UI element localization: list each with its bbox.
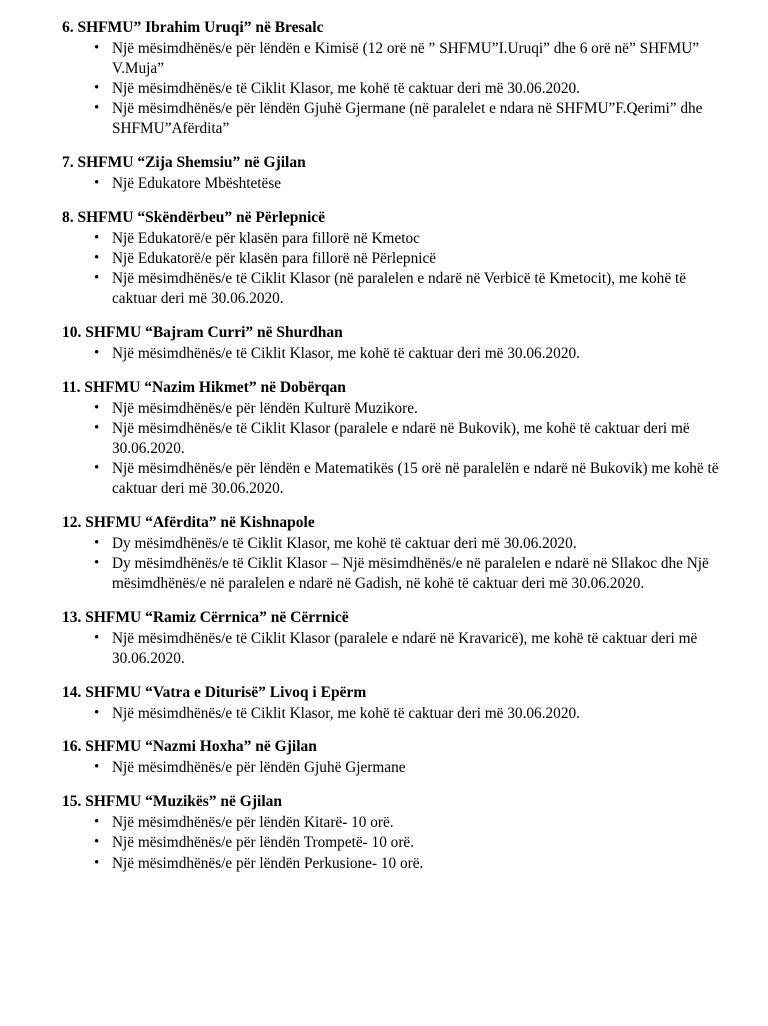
list-item-text: Një Edukatorë/e për klasën para fillorë në Përlepnicë	[112, 250, 437, 268]
list-item-text: Një mësimdhënës/e të Ciklit Klasor, me kohë të caktuar deri më 30.06.2020.	[112, 345, 580, 363]
school-section	[62, 18, 720, 139]
bullet-icon: •	[94, 399, 100, 416]
bullet-icon: •	[94, 420, 100, 437]
school-section	[62, 153, 720, 194]
section-heading: 14. SHFMU “Vatra e Diturisë” Livoq i Epërm	[62, 683, 367, 701]
bullet-icon: •	[94, 813, 100, 830]
section-heading: 11. SHFMU “Nazim Hikmet” në Dobërqan	[62, 378, 346, 396]
list-item-text: Një mësimdhënës/e për lëndën e Kimisë (12 orë në ” SHFMU”I.Uruqi” dhe 6 orë në” SHFMU” V.Muja”	[112, 39, 700, 77]
bullet-icon: •	[94, 555, 100, 572]
bullet-icon: •	[94, 100, 100, 117]
list-item-text: Një Edukatorë/e për klasën para fillorë në Kmetoc	[112, 229, 420, 247]
vacancy-list	[62, 399, 720, 499]
bullet-icon: •	[94, 534, 100, 551]
vacancy-list	[62, 629, 720, 669]
list-item	[62, 813, 720, 833]
vacancy-list	[62, 229, 720, 310]
vacancy-list	[62, 758, 720, 778]
list-item-text: Një mësimdhënës/e për lëndën Trompetë- 10 orë.	[112, 834, 415, 852]
list-item	[62, 459, 720, 499]
vacancy-list	[62, 344, 720, 364]
vacancy-list	[62, 39, 720, 139]
school-section	[62, 792, 720, 873]
section-heading: 15. SHFMU “Muzikës” në Gjilan	[62, 793, 283, 811]
list-item-text: Një mësimdhënës/e për lëndën Gjuhë Gjermane (në paralelet e ndara në SHFMU”F.Qerimi” dhe SHFMU”Afërdita”	[112, 100, 703, 138]
list-item-text: Një Edukatore Mbështetëse	[112, 175, 282, 193]
bullet-icon: •	[94, 250, 100, 267]
section-heading: 16. SHFMU “Nazmi Hoxha” në Gjilan	[62, 738, 317, 756]
list-item-text: Një mësimdhënës/e për lëndën Kulturë Muzikore.	[112, 399, 418, 417]
list-item	[62, 79, 720, 99]
school-section	[62, 513, 720, 594]
school-section	[62, 737, 720, 778]
list-item	[62, 854, 720, 874]
list-item	[62, 99, 720, 139]
list-item	[62, 419, 720, 459]
list-item-text: Një mësimdhënës/e të Ciklit Klasor (paralele e ndarë në Kravaricë), me kohë të caktuar deri më 30.06.2020.	[112, 629, 698, 667]
bullet-icon: •	[94, 345, 100, 362]
section-heading: 10. SHFMU “Bajram Curri” në Shurdhan	[62, 324, 343, 342]
bullet-icon: •	[94, 229, 100, 246]
list-item-text: Një mësimdhënës/e të Ciklit Klasor, me kohë të caktuar deri më 30.06.2020.	[112, 704, 580, 722]
section-heading: 13. SHFMU “Ramiz Cërrnica” në Cërrnicë	[62, 609, 349, 627]
section-heading: 6. SHFMU” Ibrahim Uruqi” në Bresalc	[62, 19, 324, 36]
list-item	[62, 229, 720, 249]
bullet-icon: •	[94, 80, 100, 97]
list-item	[62, 174, 720, 194]
list-item-text: Dy mësimdhënës/e të Ciklit Klasor, me kohë të caktuar deri më 30.06.2020.	[112, 534, 577, 552]
list-item-text: Një mësimdhënës/e për lëndën Gjuhë Gjermane	[112, 759, 406, 777]
list-item-text: Një mësimdhënës/e të Ciklit Klasor (paralele e ndarë në Bukovik), me kohë të caktuar deri më 30.06.2020.	[112, 420, 690, 458]
list-item	[62, 399, 720, 419]
list-item-text: Një mësimdhënës/e të Ciklit Klasor (në paralelen e ndarë në Verbicë të Kmetocit), me kohë të caktuar deri më 30.06.2020.	[112, 270, 686, 308]
list-item	[62, 554, 720, 594]
bullet-icon: •	[94, 704, 100, 721]
list-item-text: Dy mësimdhënës/e të Ciklit Klasor – Një mësimdhënës/e në paralelen e ndarë në Sllakoc dhe Një mësimdhënës/e në paralelen e ndarë në Gadish, në kohë të caktuar deri më 30.06.2020.	[112, 555, 709, 593]
bullet-icon: •	[94, 629, 100, 646]
list-item-text: Një mësimdhënës/e të Ciklit Klasor, me kohë të caktuar deri më 30.06.2020.	[112, 80, 580, 98]
list-item	[62, 758, 720, 778]
school-section	[62, 378, 720, 499]
list-item	[62, 344, 720, 364]
bullet-icon: •	[94, 460, 100, 477]
bullet-icon: •	[94, 854, 100, 871]
bullet-icon: •	[94, 759, 100, 776]
bullet-icon: •	[94, 39, 100, 56]
vacancy-list	[62, 813, 720, 874]
list-item	[62, 534, 720, 554]
list-item	[62, 833, 720, 853]
section-heading: 7. SHFMU “Zija Shemsiu” në Gjilan	[62, 154, 306, 172]
list-item-text: Një mësimdhënës/e për lëndën Perkusione- 10 orë.	[112, 854, 424, 872]
vacancy-list	[62, 534, 720, 594]
vacancy-list	[62, 704, 720, 724]
list-item	[62, 629, 720, 669]
bullet-icon: •	[94, 270, 100, 287]
school-section	[62, 608, 720, 669]
list-item	[62, 249, 720, 269]
sections-container	[62, 18, 720, 874]
list-item	[62, 269, 720, 309]
section-heading: 12. SHFMU “Afërdita” në Kishnapole	[62, 514, 315, 532]
list-item	[62, 39, 720, 79]
section-heading: 8. SHFMU “Skëndërbeu” në Përlepnicë	[62, 208, 326, 226]
bullet-icon: •	[94, 175, 100, 192]
list-item-text: Një mësimdhënës/e për lëndën e Matematikës (15 orë në paralelën e ndarë në Bukovik) me kohë të caktuar deri më 30.06.2020.	[112, 460, 719, 498]
bullet-icon: •	[94, 834, 100, 851]
list-item	[62, 704, 720, 724]
list-item-text: Një mësimdhënës/e për lëndën Kitarë- 10 orë.	[112, 813, 394, 831]
school-section	[62, 323, 720, 364]
school-section	[62, 208, 720, 309]
school-section	[62, 683, 720, 724]
vacancy-list	[62, 174, 720, 194]
